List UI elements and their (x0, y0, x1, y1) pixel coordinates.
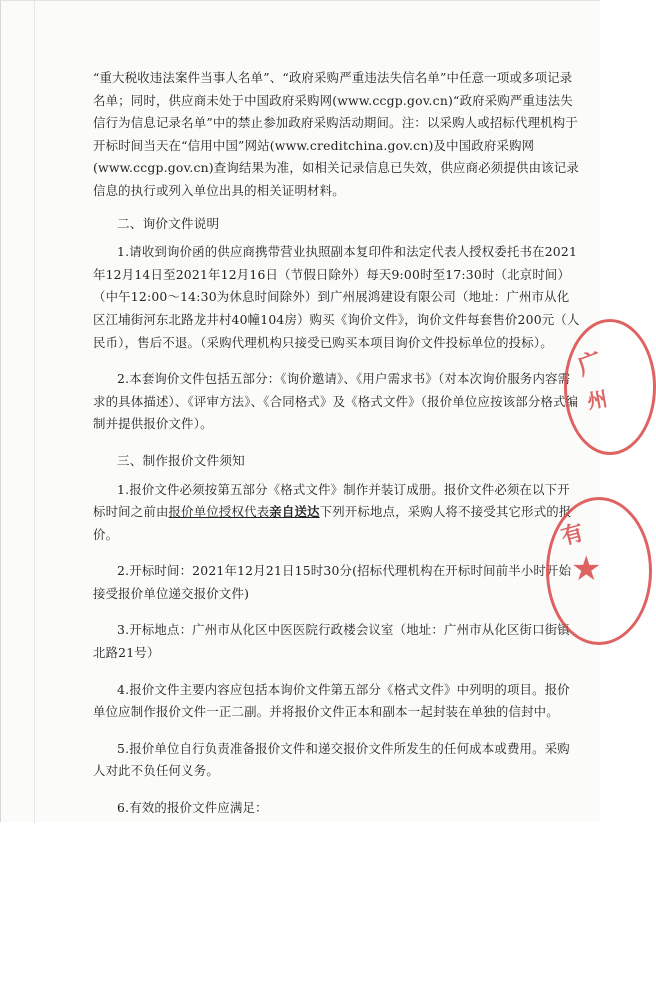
seal-star-icon: ★ (571, 549, 602, 589)
section-heading-quote-docs: 三、制作报价文件须知 (117, 452, 245, 468)
section-heading-inquiry-docs: 二、询价文件说明 (117, 215, 220, 231)
document-body (93, 67, 581, 820)
paragraph-purchase-docs: 1.请收到询价函的供应商携带营业执照副本复印件和法定代表人授权委托书在2021年12月14日至2021年12月16日（节假日除外）每天9:00时至17:30时（北京时间）（中午12:00～14:30为休息时间除外）到广州展鸿建设有限公司（地址：广州市从化区江埔街河东北路龙井村40幢104房）购买《询价文件》，询价文件每套售价200元（人民币），售后不退。（采购代理机构只接受已购买本项目询价文件投标单位的投标）。 (93, 244, 580, 350)
red-seal-top: 广 州 (564, 319, 656, 455)
deliver-in-person-text: 亲自送达 (269, 504, 320, 520)
paragraph-valid-docs: 6.有效的报价文件应满足： (117, 800, 268, 816)
delivery-text-b: 下列开标地点，采购人将不接受其它形式的报价。 (93, 504, 572, 542)
paragraph-credit-record: “重大税收违法案件当事人名单”、“政府采购严重违法失信名单”中任意一项或多项记录名单；同时，供应商未处于中国政府采购网(www.ccgp.gov.cn)“政府采购严重违法失信行为信息记录名单”中的禁止参加政府采购活动期间。注：以采购人或招标代理机构于开标时间当天在“信用中国”网站(www.creditchina.gov.cn)及中国政府采购网(www.ccgp.gov.cn)查询结果为准，如相关记录信息已失效，供应商必须提供由该记录信息的执行或列入单位出具的相关证明材料。 (93, 70, 579, 198)
red-seal-bottom: 有 ★ (546, 497, 652, 645)
paragraph-binding-delivery (93, 479, 581, 547)
page-edge-line (34, 1, 35, 823)
delivery-text-a: 1.报价文件必须按第五部分《格式文件》制作并装订成册。报价文件必须在以下开标时间之前由 (93, 481, 570, 520)
paragraph-costs: 5.报价单位自行负责准备报价文件和递交报价文件所发生的任何成本或费用。采购人对此不负任何义务。 (93, 740, 570, 779)
paragraph-opening-place: 3.开标地点：广州市从化区中医医院行政楼会议室（地址：广州市从化区街口街镇北路21号） (93, 622, 570, 661)
paragraph-docs-parts: 2.本套询价文件包括五部分：《询价邀请》、《用户需求书》（对本次询价服务内容需求的具体描述）、《评审方法》、《合同格式》及《格式文件》（报价单位应按该部分格式编制并提供报价文件）。 (93, 371, 579, 432)
paragraph-docs-contents: 4.报价文件主要内容应包括本询价文件第五部分《格式文件》中列明的项目。报价单位应制作报价文件一正二副。并将报价文件正本和副本一起封装在单独的信封中。 (93, 681, 570, 720)
paragraph-opening-time: 2.开标时间：2021年12月21日15时30分(招标代理机构在开标时间前半小时开始接受报价单位递交报价文件) (93, 563, 572, 601)
authorized-rep-text: 报价单位授权代表 (168, 504, 270, 520)
